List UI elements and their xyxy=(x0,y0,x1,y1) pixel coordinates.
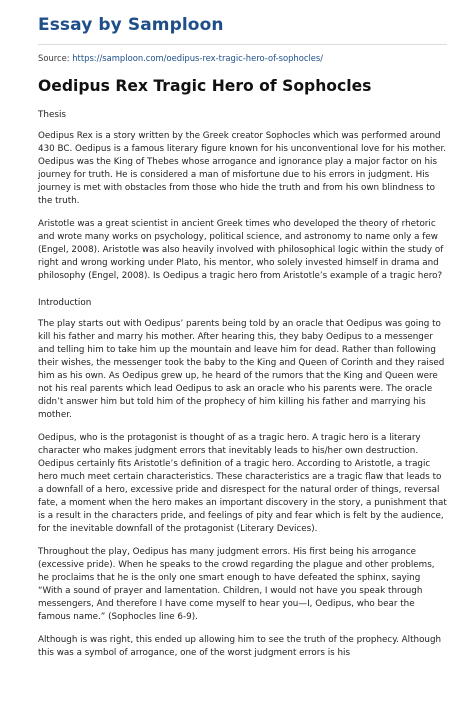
page-title: Oedipus Rex Tragic Hero of Sophocles xyxy=(38,77,372,95)
source-line xyxy=(38,53,447,63)
brand-title[interactable]: Essay by Samploon xyxy=(38,15,224,35)
paragraph: The play starts out with Oedipus’ parents being told by an oracle that Oedipus was going to kill his father and marry his mother. After hearing this, they baby Oedipus to a messenger and telling him to take him up the mountain and leave him for dead. Rather than following their wishes, the messenger took the baby to the King and Queen of Corinth and they raised him as his own. As Oedipus grew up, he heard of the rumors that the King and Queen were not his real parents which lead Oedipus to ask an oracle who his parents were. The oracle didn’t answer him but told him of the prophecy of him killing his father and marrying his mother. xyxy=(38,319,445,420)
paragraph: Oedipus Rex is a story written by the Greek creator Sophocles which was performed around 430 BC. Oedipus is a famous literary figure known for his unconventional love for his mother. Oedipus was the King of Thebes whose arrogance and ignorance play a major factor on his journey for truth. He is considered a man of misfortune due to his errors in judgment. His journey is met with obstacles from those who hide the truth and from his own blindness to the truth. xyxy=(38,131,447,206)
paragraph: Although is was right, this ended up allowing him to see the truth of the prophecy. Although this was a symbol of arrogance, one of the worst judgment errors is his xyxy=(38,635,442,658)
source-link[interactable]: https://samploon.com/oedipus-rex-tragic-hero-of-sophocles/ xyxy=(72,53,324,63)
header-divider xyxy=(38,44,447,45)
paragraph: Oedipus, who is the protagonist is thought of as a tragic hero. A tragic hero is a literary character who makes judgment errors that inevitably leads to his/her own destruction. Oedipus certainly fits Aristotle’s definition of a tragic hero. According to Aristotle, a tragic hero much meet certain characteristics. These characteristics are a tragic flaw that leads to a downfall of a hero, excessive pride and disrespect for the natural order of things, reversal fate, a moment when the hero makes an important discovery in the story, a punishment that is a result in the characters pride, and feelings of pity and fear which is felt by the audience, for the inevitable downfall of the protagonist (Literary Devices). xyxy=(38,433,447,534)
section-heading-thesis: Thesis xyxy=(38,110,66,120)
essay-page xyxy=(0,15,474,660)
paragraph: Throughout the play, Oedipus has many judgment errors. His first being his arrogance (excessive pride). When he speaks to the crowd regarding the plague and other problems, he proclaims that he is the only one smart enough to have defeated the sphinx, saying “With a sound of prayer and lamentation. Children, I would not have you speak through messengers, And therefore I have come myself to hear you—I, Oedipus, who bear the famous name.” (Sophocles line 6-9). xyxy=(38,547,435,622)
source-label: Source: xyxy=(38,53,73,63)
paragraph: Aristotle was a great scientist in ancient Greek times who developed the theory of rhetoric and wrote many works on psychology, political science, and astronomy to name only a few (Engel, 2008). Aristotle was also heavily involved with philosophical logic within the study of right and wrong working under Plato, his mentor, who solely invested himself in drama and philosophy (Engel, 2008). Is Oedipus a tragic hero from Aristotle’s example of a tragic hero? xyxy=(38,219,444,281)
section-heading-introduction: Introduction xyxy=(38,298,92,308)
